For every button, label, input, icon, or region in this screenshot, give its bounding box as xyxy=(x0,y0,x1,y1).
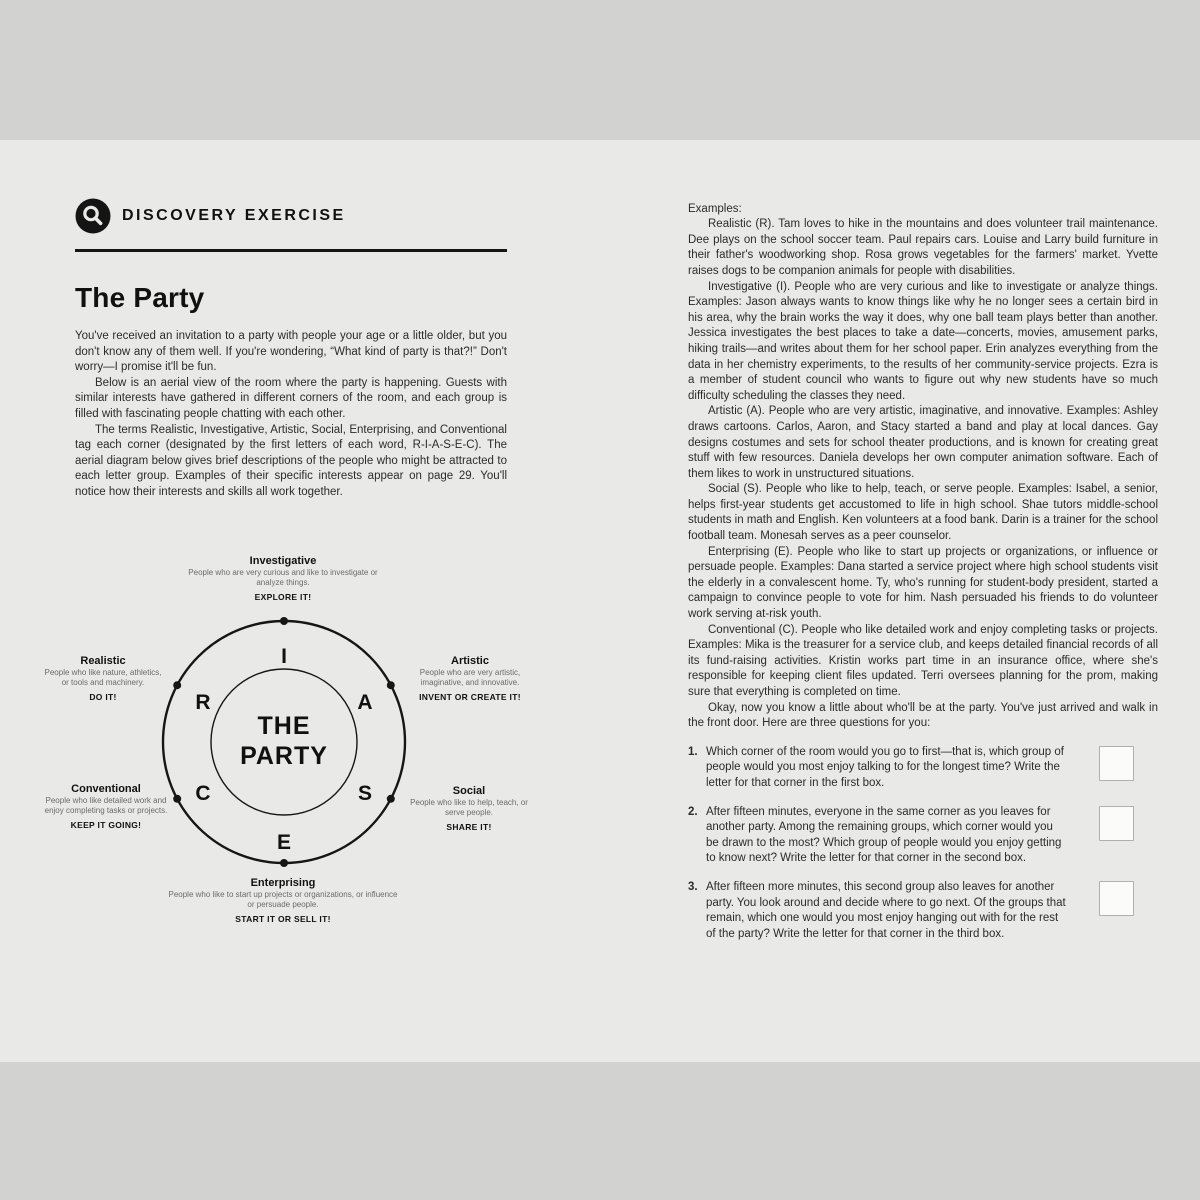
ring-letter-s: S xyxy=(357,782,373,805)
right-page xyxy=(688,202,1158,942)
example-paragraph-artistic: Artistic (A). People who are very artistic, imaginative, and innovative. Examples: Ashley draws cartoons. Carlos, Aaron, and Stacy started a band and play at local dances. Gay designs costumes and sets for school theater productions, and is known for creating great stuff with few resources. Daniela develops her own computer animation software. Each of them likes to work in unstructured situations. xyxy=(688,405,1158,480)
label-desc: People who like to start up projects or organizations, or influence or persuade people. xyxy=(168,890,398,910)
label-name: Social xyxy=(452,785,486,797)
label-tagline: INVENT OR CREATE IT! xyxy=(419,691,521,702)
label-desc: People who are very curious and like to investigate or analyze things. xyxy=(188,568,378,588)
diagram-label-social xyxy=(410,785,528,832)
question-2-text: After fifteen minutes, everyone in the same corner as you leaves for another party. Among the remaining groups, which corner would you be drawn to the most? Which group of people would you enjoy getting to know next? Write the letter for that corner in the second box. xyxy=(706,805,1062,865)
question-3 xyxy=(688,880,1158,942)
exercise-header-label: DISCOVERY EXERCISE xyxy=(122,207,346,224)
dot-enterprising xyxy=(280,859,288,867)
example-paragraph-realistic: Realistic (R). Tam loves to hike in the mountains and does volunteer trail maintenance. Dee plays on the school soccer team. Paul repairs cars. Louise and Larry build furniture in their father's woodworking shop. Rosa grows vegetables for the farmers' market. Yvette raises dogs to be companion animals for people with disabilities. xyxy=(688,218,1158,277)
question-3-text: After fifteen more minutes, this second group also leaves for another party. You look around and decide where to go next. Of the groups that remain, which one would you most enjoy hanging out with for the rest of the party? Write the letter for that corner in the third box. xyxy=(706,880,1066,940)
ring-letter-i: I xyxy=(281,645,287,668)
diagram-center-line2: PARTY xyxy=(240,742,328,770)
label-desc: People who like to help, teach, or serve people. xyxy=(410,798,528,818)
intro-paragraph-1: You've received an invitation to a party with people your age or a little older, but you don't know any of them well. If you're wondering, “What kind of party is that?!” Don't worry—I promise it'll be fun. xyxy=(75,330,507,374)
party-diagram xyxy=(40,555,528,955)
example-paragraph-conventional: Conventional (C). People who like detailed work and enjoy completing tasks or projects. Examples: Mika is the treasurer for a service club, and keeps detailed financial records of all its fund-raising activities. Kristin works part time in an insurance office, where she's responsible for keeping client files updated. Terri oversees planning for the prom, making sure that everything is completed on time. xyxy=(688,623,1158,699)
question-3-number: 3. xyxy=(688,880,698,893)
page-title: The Party xyxy=(75,282,205,313)
header-rule xyxy=(75,249,507,252)
label-desc: People who like nature, athletics, or tools and machinery. xyxy=(44,668,162,688)
dot-realistic xyxy=(173,681,181,689)
question-2-number: 2. xyxy=(688,805,698,818)
label-tagline: EXPLORE IT! xyxy=(254,591,312,602)
dot-artistic xyxy=(387,681,395,689)
label-name: Realistic xyxy=(80,655,126,667)
label-tagline: START IT OR SELL IT! xyxy=(235,913,331,924)
diagram-label-realistic xyxy=(42,655,164,702)
diagram-label-enterprising xyxy=(166,877,400,924)
riasec-circle-graphic xyxy=(159,617,409,867)
question-1-text: Which corner of the room would you go to first—that is, which group of people would you most enjoy talking to for the longest time? Write the letter for that corner in the first box. xyxy=(706,745,1064,789)
diagram-label-investigative xyxy=(188,555,378,602)
intro-paragraph-3: The terms Realistic, Investigative, Artistic, Social, Enterprising, and Conventional tag each corner (designated by the first letters of each word, R-I-A-S-E-C). The aerial diagram below gives brief descriptions of the people who might be attracted to each letter group. Examples of their specific interests appear on page 29. You'll notice how their interests and skills all work together. xyxy=(75,423,507,498)
ring-letter-r: R xyxy=(195,691,211,714)
party-arrival-paragraph: Okay, now you know a little about who'll be at the party. You've just arrived and walk in the front door. Here are three questions for you: xyxy=(688,701,1158,730)
label-name: Artistic xyxy=(451,655,489,667)
label-tagline: SHARE IT! xyxy=(446,821,492,832)
label-tagline: KEEP IT GOING! xyxy=(70,819,142,830)
ring-letter-a: A xyxy=(357,691,373,714)
question-1 xyxy=(688,745,1158,792)
diagram-label-conventional xyxy=(40,783,172,830)
answer-box-1[interactable] xyxy=(1099,746,1134,781)
book-spread xyxy=(0,140,1200,1062)
label-desc: People who like detailed work and enjoy completing tasks or projects. xyxy=(44,796,168,816)
label-desc: People who are very artistic, imaginative, and innovative. xyxy=(419,668,521,688)
dot-social xyxy=(387,795,395,803)
dot-conventional xyxy=(173,795,181,803)
ring-letter-e: E xyxy=(276,831,292,854)
example-paragraph-investigative: Investigative (I). People who are very curious and like to investigate or analyze things. Examples: Jason always wants to know things like why he no longer sees a certain bird in his area, why the brain works the way it does, why one ball team plays better than another. Jessica investigates the best places to take a date—concerts, movies, amusement parks, hiking trails—and writes about them for her school paper. Erin analyzes everything from the data in her chemistry experiments, to the results of her community-service projects. Ezra is a member of student council who wants to figure out why new students have so much difficulty scheduling the classes they need. xyxy=(688,280,1158,402)
diagram-center-line1: THE xyxy=(257,712,311,740)
left-page xyxy=(75,198,507,501)
dot-investigative xyxy=(280,617,288,625)
examples-heading: Examples: xyxy=(688,203,742,215)
ring-letter-c: C xyxy=(195,782,211,805)
example-paragraph-enterprising: Enterprising (E). People who like to start up projects or organizations, or influence or persuade people. Examples: Dana started a service project where high school students visit the elderly in a convalescent home. Ty, who's running for student-body president, started a campaign to convince people to vote for him. Nash persuaded his friends to do volunteer work serving at-risk youth. xyxy=(688,545,1158,621)
question-2 xyxy=(688,805,1158,867)
example-paragraph-social: Social (S). People who like to help, teach, or serve people. Examples: Isabel, a senior, helps first-year students get accustomed to life in high school. Shae tutors middle-school students in math and English. Ken volunteers at a food bank. Darin is a trainer for the school football team. Monesah serves as a peer counselor. xyxy=(688,483,1158,543)
question-1-number: 1. xyxy=(688,745,698,758)
exercise-header xyxy=(75,198,507,234)
answer-box-2[interactable] xyxy=(1099,806,1134,841)
label-name: Investigative xyxy=(249,555,317,567)
answer-box-3[interactable] xyxy=(1099,881,1134,916)
label-name: Conventional xyxy=(71,783,141,795)
label-tagline: DO IT! xyxy=(89,691,117,702)
intro-paragraph-2: Below is an aerial view of the room where the party is happening. Guests with similar interests have gathered in different corners of the room, and each group is filled with fascinating people chatting with each other. xyxy=(75,376,507,420)
diagram-label-artistic xyxy=(406,655,534,702)
magnifier-badge-icon xyxy=(75,198,111,234)
label-name: Enterprising xyxy=(250,877,316,889)
